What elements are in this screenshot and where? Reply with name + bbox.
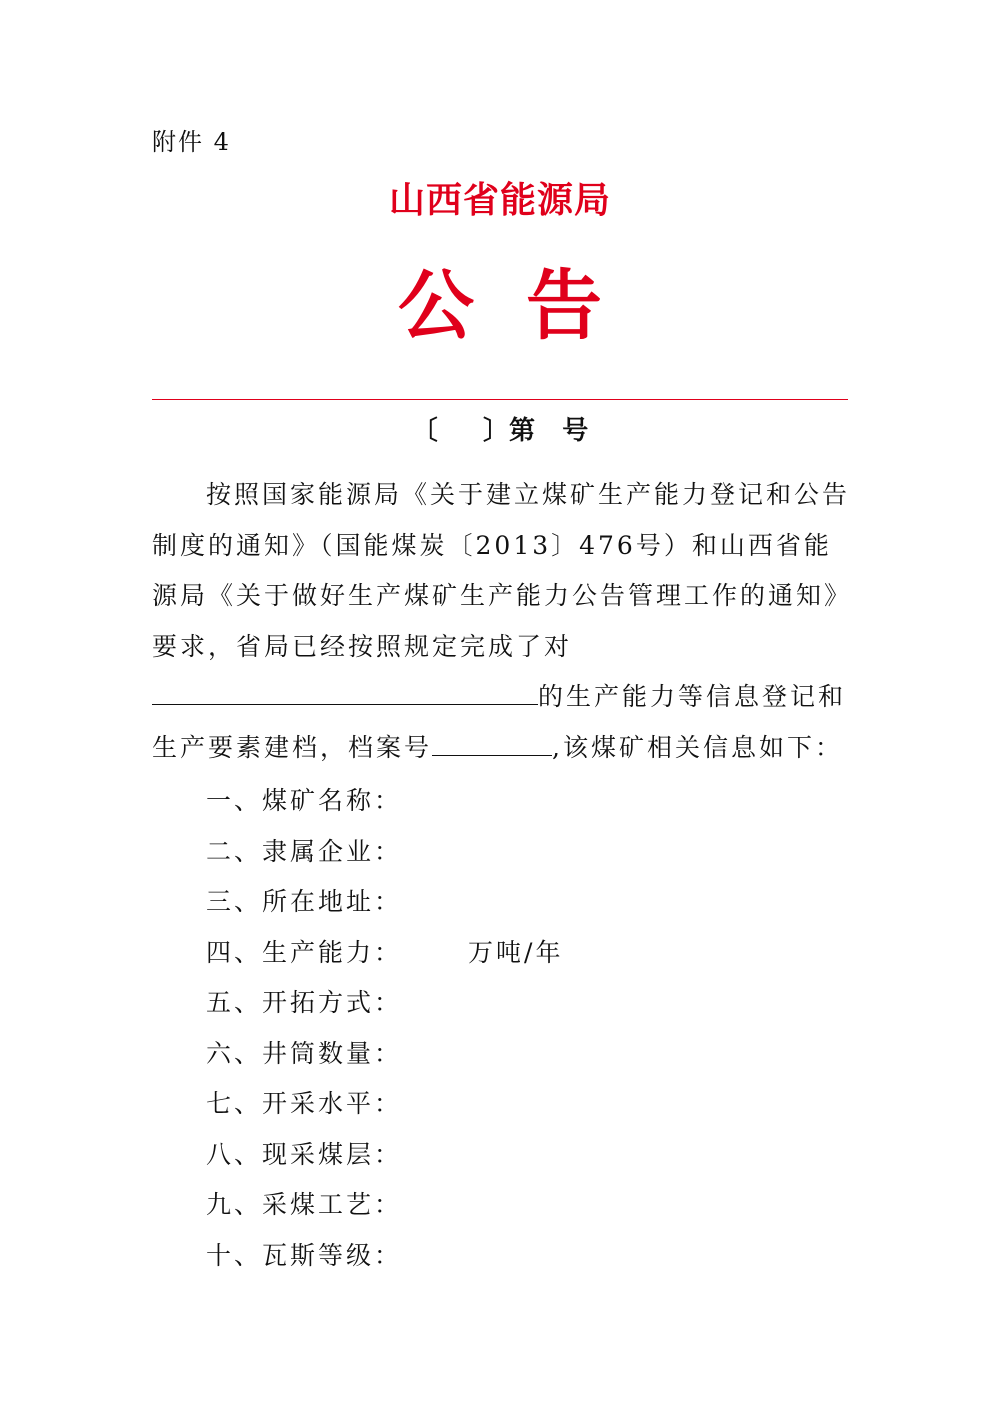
archive-number-blank[interactable] bbox=[432, 729, 552, 756]
field-label: 七、开采水平： bbox=[206, 1089, 403, 1118]
mine-info-list bbox=[206, 776, 563, 1281]
field-label: 十、瓦斯等级： bbox=[206, 1240, 403, 1270]
field-label: 八、现采煤层： bbox=[206, 1139, 403, 1169]
issuer-name: 山西省能源局 bbox=[388, 180, 611, 221]
field-row-gas-grade bbox=[206, 1231, 563, 1282]
field-label: 四、生产能力： bbox=[206, 937, 403, 967]
capacity-unit: 万吨/年 bbox=[468, 937, 564, 967]
title-char-1: 公 bbox=[398, 261, 474, 350]
field-label: 六、井筒数量： bbox=[206, 1038, 403, 1068]
field-row-address bbox=[206, 877, 563, 928]
field-label: 三、所在地址： bbox=[206, 887, 403, 916]
field-label: 一、煤矿名称： bbox=[206, 786, 403, 815]
document-title bbox=[0, 245, 1000, 354]
paragraph-text-3: ,该煤矿相关信息如下： bbox=[552, 732, 843, 762]
field-row-coal-seam bbox=[206, 1130, 563, 1181]
field-row-affiliation bbox=[206, 827, 563, 878]
paragraph-text-1: 按照国家能源局《关于建立煤矿生产能力登记和公告制度的通知》（国能煤炭〔2013〕476号）和山西省能源局《关于做好生产煤矿生产能力公告管理工作的通知》要求，省局已经按照规定完成了对 bbox=[152, 480, 853, 661]
field-label: 二、隶属企业： bbox=[206, 836, 403, 866]
paragraph-text-2: 的生产能力等信息登记和生产要素建档，档案号 bbox=[152, 682, 847, 762]
field-label: 五、开拓方式： bbox=[206, 988, 403, 1017]
field-row-capacity bbox=[206, 928, 563, 979]
field-row-shaft-count bbox=[206, 1029, 563, 1080]
mine-name-blank[interactable] bbox=[152, 678, 538, 705]
attachment-label: 附件 4 bbox=[152, 128, 231, 156]
field-label: 九、采煤工艺： bbox=[206, 1190, 403, 1219]
field-row-development-method bbox=[206, 978, 563, 1029]
document-number: 〔 〕第 号 bbox=[411, 416, 589, 446]
body-paragraph bbox=[152, 470, 852, 773]
field-row-mine-name bbox=[206, 776, 563, 827]
field-row-mining-level bbox=[206, 1079, 563, 1130]
title-char-2: 告 bbox=[526, 261, 602, 350]
header-divider bbox=[152, 399, 848, 400]
field-row-mining-technique bbox=[206, 1180, 563, 1231]
